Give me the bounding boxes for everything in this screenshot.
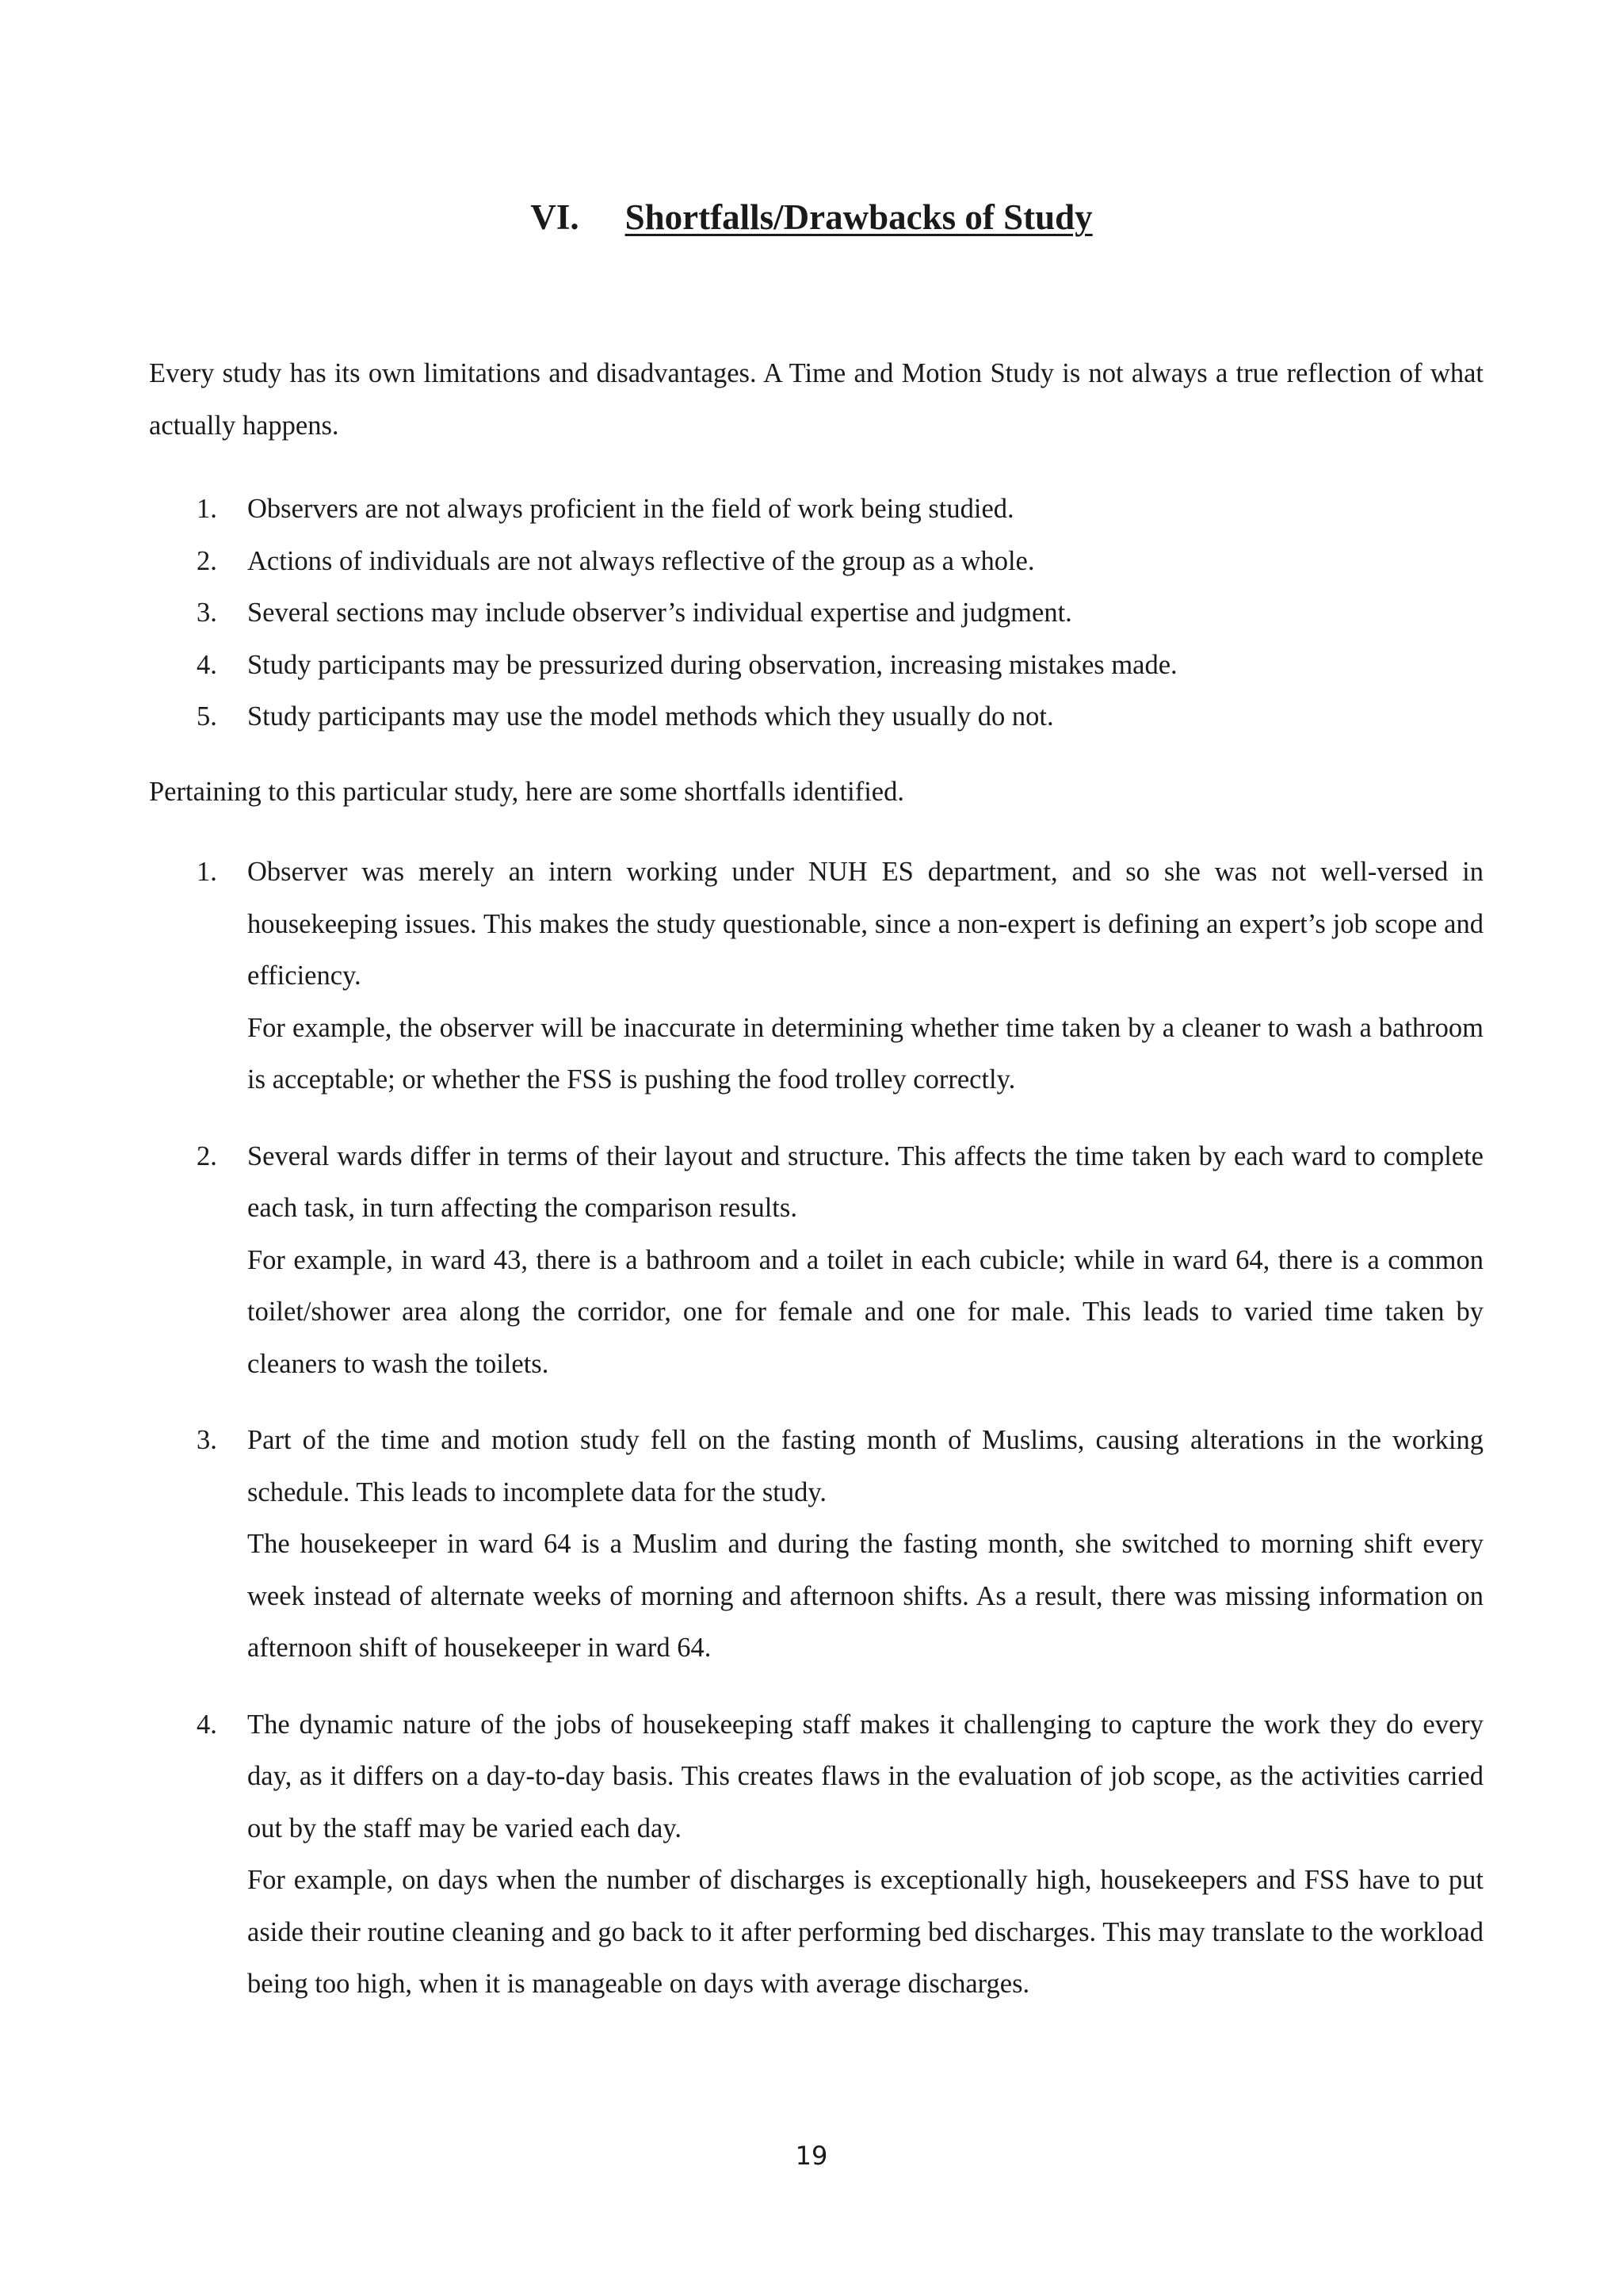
- list-marker: 4.: [197, 649, 217, 680]
- shortfall-item: [149, 1699, 1484, 2011]
- general-limitations-list: [149, 483, 1484, 743]
- shortfall-example: For example, the observer will be inaccurate in determining whether time taken by a cleaner to wash a bathroom is acceptable; or whether the FSS is pushing the food trolley correctly.: [247, 1012, 1484, 1095]
- list-marker: 1.: [197, 494, 217, 524]
- list-item: [149, 640, 1484, 692]
- list-marker: 3.: [197, 598, 217, 628]
- list-item-text: Actions of individuals are not always reflective of the group as a whole.: [247, 545, 1035, 576]
- page-number: 19: [795, 2141, 828, 2171]
- list-marker: 5.: [197, 701, 217, 732]
- list-item: [149, 691, 1484, 743]
- lead-in-paragraph: Pertaining to this particular study, here are some shortfalls identified.: [149, 777, 904, 807]
- shortfall-text: Several wards differ in terms of their layout and structure. This affects the time taken by each ward to complete each task, in turn affecting the comparison results.: [247, 1140, 1484, 1223]
- shortfall-example: For example, in ward 43, there is a bathroom and a toilet in each cubicle; while in ward 64, there is a common toilet/shower area along the corridor, one for female and one for male. This leads to varied time taken by cleaners to wash the toilets.: [247, 1244, 1484, 1379]
- shortfall-text: The dynamic nature of the jobs of housekeeping staff makes it challenging to capture the work they do every day, as it differs on a day-to-day basis. This creates flaws in the evaluation of job scope, as the activities carried out by the staff may be varied each day.: [247, 1709, 1484, 1843]
- list-item: [149, 536, 1484, 588]
- shortfall-item: [149, 1415, 1484, 1675]
- shortfall-text: Observer was merely an intern working under NUH ES department, and so she was not well-versed in housekeeping issues. This makes the study questionable, since a non-expert is defining an expert’s job scope and efficiency.: [247, 857, 1484, 991]
- list-item: [149, 483, 1484, 536]
- shortfall-item: [149, 846, 1484, 1106]
- study-shortfalls-list: [149, 846, 1484, 2035]
- section-number: VI.: [530, 197, 579, 237]
- list-marker: 1.: [197, 857, 217, 887]
- list-item-text: Study participants may be pressurized during observation, increasing mistakes made.: [247, 649, 1178, 680]
- list-marker: 4.: [197, 1709, 217, 1740]
- list-marker: 2.: [197, 545, 217, 576]
- intro-paragraph: Every study has its own limitations and disadvantages. A Time and Motion Study is not always a true reflection of what actually happens.: [149, 358, 1484, 441]
- list-item-text: Several sections may include observer’s individual expertise and judgment.: [247, 598, 1072, 628]
- section-heading: [0, 195, 1623, 239]
- section-title: Shortfalls/Drawbacks of Study: [624, 197, 1093, 237]
- shortfall-item: [149, 1131, 1484, 1391]
- shortfall-text: Part of the time and motion study fell on the fasting month of Muslims, causing alterations in the working schedule. This leads to incomplete data for the study.: [247, 1425, 1484, 1507]
- list-marker: 2.: [197, 1140, 217, 1171]
- shortfall-example: For example, on days when the number of discharges is exceptionally high, housekeepers and FSS have to put aside their routine cleaning and go back to it after performing bed discharges. This may translate to the workload being too high, when it is manageable on days with average discharges.: [247, 1865, 1484, 1999]
- list-item-text: Study participants may use the model methods which they usually do not.: [247, 701, 1054, 732]
- shortfall-example: The housekeeper in ward 64 is a Muslim and during the fasting month, she switched to morning shift every week instead of alternate weeks of morning and afternoon shifts. As a result, there was missing information on afternoon shift of housekeeper in ward 64.: [247, 1529, 1484, 1663]
- list-marker: 3.: [197, 1425, 217, 1455]
- list-item: [149, 587, 1484, 640]
- list-item-text: Observers are not always proficient in the field of work being studied.: [247, 494, 1014, 524]
